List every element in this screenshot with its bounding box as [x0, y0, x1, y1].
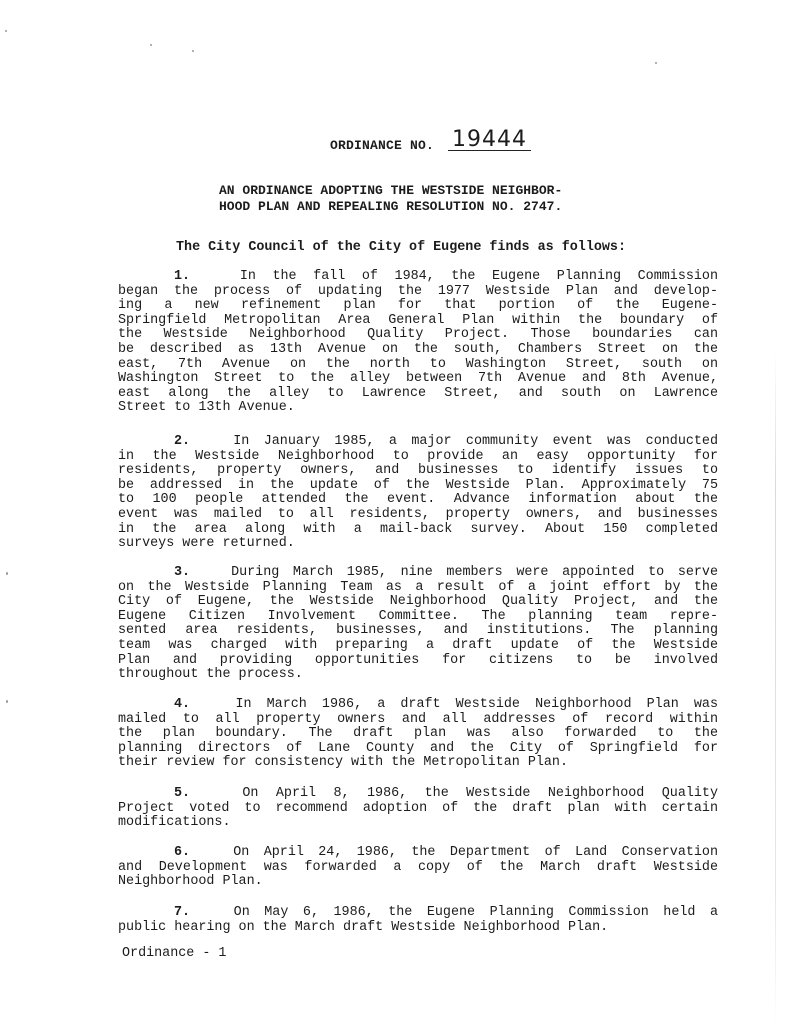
paragraph-line: ing a new refinement plan for that portion of the Eugene-	[118, 298, 718, 314]
paragraph-line	[118, 698, 718, 713]
paragraph-number: 6.	[174, 845, 191, 860]
paragraph-number: 1.	[174, 269, 191, 284]
ordinance-number-handwritten: 19444	[448, 130, 531, 151]
finding-paragraph	[118, 698, 718, 771]
paragraph-number: 2.	[174, 434, 191, 449]
paragraph-line: Washington Street to the alley between 7th Avenue and 8th Avenue,	[118, 371, 718, 387]
paragraph-line: public hearing on the March draft Westside Neighborhood Plan.	[118, 919, 609, 935]
paragraph-line: Project voted to recommend adoption of the draft plan with certain	[118, 800, 718, 816]
scan-speck	[150, 44, 152, 46]
finding-paragraph	[118, 270, 718, 416]
paragraph-line: in the area along with a mail-back survey. About 150 completed	[118, 521, 718, 537]
paragraph-line: east along the alley to Lawrence Street, and south on Lawrence	[118, 385, 718, 401]
page-footer: Ordinance - 1	[122, 946, 227, 961]
paragraph-number: 3.	[174, 565, 191, 580]
ordinance-title-label: ORDINANCE NO.	[330, 138, 435, 153]
scan-speck	[655, 62, 657, 64]
paragraph-line: Springfield Metropolitan Area General Plan within the boundary of	[118, 312, 718, 328]
paragraph-line: began the process of updating the 1977 Westside Plan and develop-	[118, 283, 718, 299]
paragraph-line: planning directors of Lane County and the City of Springfield for	[118, 740, 718, 756]
finding-paragraph	[118, 906, 718, 935]
paragraph-line: in the Westside Neighborhood to provide an easy opportunity for	[118, 448, 718, 464]
scan-speck	[5, 30, 7, 32]
subtitle-line: AN ORDINANCE ADOPTING THE WESTSIDE NEIGHBOR-	[219, 183, 563, 198]
paragraph-line: on the Westside Planning Team as a result of a joint effort by the	[118, 579, 718, 595]
scan-edge-shadow	[775, 350, 776, 1030]
paragraph-line: Neighborhood Plan.	[118, 874, 263, 890]
council-statement: The City Council of the City of Eugene finds as follows:	[176, 240, 626, 255]
scan-speck	[6, 700, 8, 703]
paragraph-line: the Westside Neighborhood Quality Project. Those boundaries can	[118, 327, 718, 343]
paragraph-line: mailed to all property owners and all addresses of record within	[118, 711, 718, 727]
paragraph-text: In the fall of 1984, the Eugene Planning Commission	[239, 269, 719, 284]
finding-paragraph	[118, 846, 718, 890]
paragraph-line	[118, 787, 718, 802]
paragraph-line: City of Eugene, the Westside Neighborhood Quality Project, and the	[118, 594, 718, 610]
paragraph-line	[118, 846, 718, 861]
paragraph-line: and Development was forwarded a copy of the March draft Westside	[118, 859, 718, 875]
paragraph-line: east, 7th Avenue on the north to Washington Street, south on	[118, 356, 718, 372]
paragraph-text: On May 6, 1986, the Eugene Planning Commission held a	[233, 905, 718, 920]
paragraph-text: During March 1985, nine members were appointed to serve	[231, 565, 719, 580]
paragraph-number: 4.	[174, 697, 191, 712]
paragraph-text: On April 8, 1986, the Westside Neighborhood Quality	[242, 786, 718, 801]
paragraph-line: sented area residents, businesses, and institutions. The planning	[118, 623, 718, 639]
paragraph-line: be described as 13th Avenue on the south, Chambers Street on the	[118, 341, 718, 357]
paragraph-line: their review for consistency with the Metropolitan Plan.	[118, 755, 568, 771]
paragraph-line: Street to 13th Avenue.	[118, 400, 295, 416]
paragraph-line: event was mailed to all residents, property owners, and businesses	[118, 506, 718, 522]
ordinance-subtitle	[219, 183, 562, 215]
ordinance-title	[330, 127, 531, 154]
finding-paragraph	[118, 435, 718, 552]
paragraph-text: On April 24, 1986, the Department of Land Conservation	[233, 845, 718, 860]
paragraph-line	[118, 270, 718, 285]
paragraph-line: to 100 people attended the event. Advance information about the	[118, 492, 718, 508]
paragraph-text: In March 1986, a draft Westside Neighborhood Plan was	[235, 697, 718, 712]
scan-speck	[6, 572, 8, 575]
paragraph-line	[118, 906, 718, 921]
paragraph-line: Eugene Citizen Involvement Committee. The planning team repre-	[118, 608, 718, 624]
finding-paragraph	[118, 566, 718, 683]
paragraph-line: modifications.	[118, 815, 231, 831]
paragraph-line: throughout the process.	[118, 667, 303, 683]
paragraph-line: the plan boundary. The draft plan was also forwarded to the	[118, 726, 718, 742]
paragraph-number: 7.	[174, 905, 191, 920]
paragraph-line: be addressed in the update of the Westside Plan. Approximately 75	[118, 477, 718, 493]
scan-speck	[192, 50, 194, 52]
paragraph-line	[118, 566, 718, 581]
paragraph-line: team was charged with preparing a draft update of the Westside	[118, 637, 718, 653]
paragraph-line: surveys were returned.	[118, 536, 295, 552]
paragraph-line: residents, property owners, and businesses to identify issues to	[118, 463, 718, 479]
finding-paragraph	[118, 787, 718, 831]
paragraph-text: In January 1985, a major community event was conducted	[233, 434, 718, 449]
paragraph-number: 5.	[174, 786, 191, 801]
paragraph-line: Plan and providing opportunities for citizens to be involved	[118, 652, 718, 668]
subtitle-line: HOOD PLAN AND REPEALING RESOLUTION NO. 2747.	[219, 199, 563, 214]
paragraph-line	[118, 435, 718, 450]
